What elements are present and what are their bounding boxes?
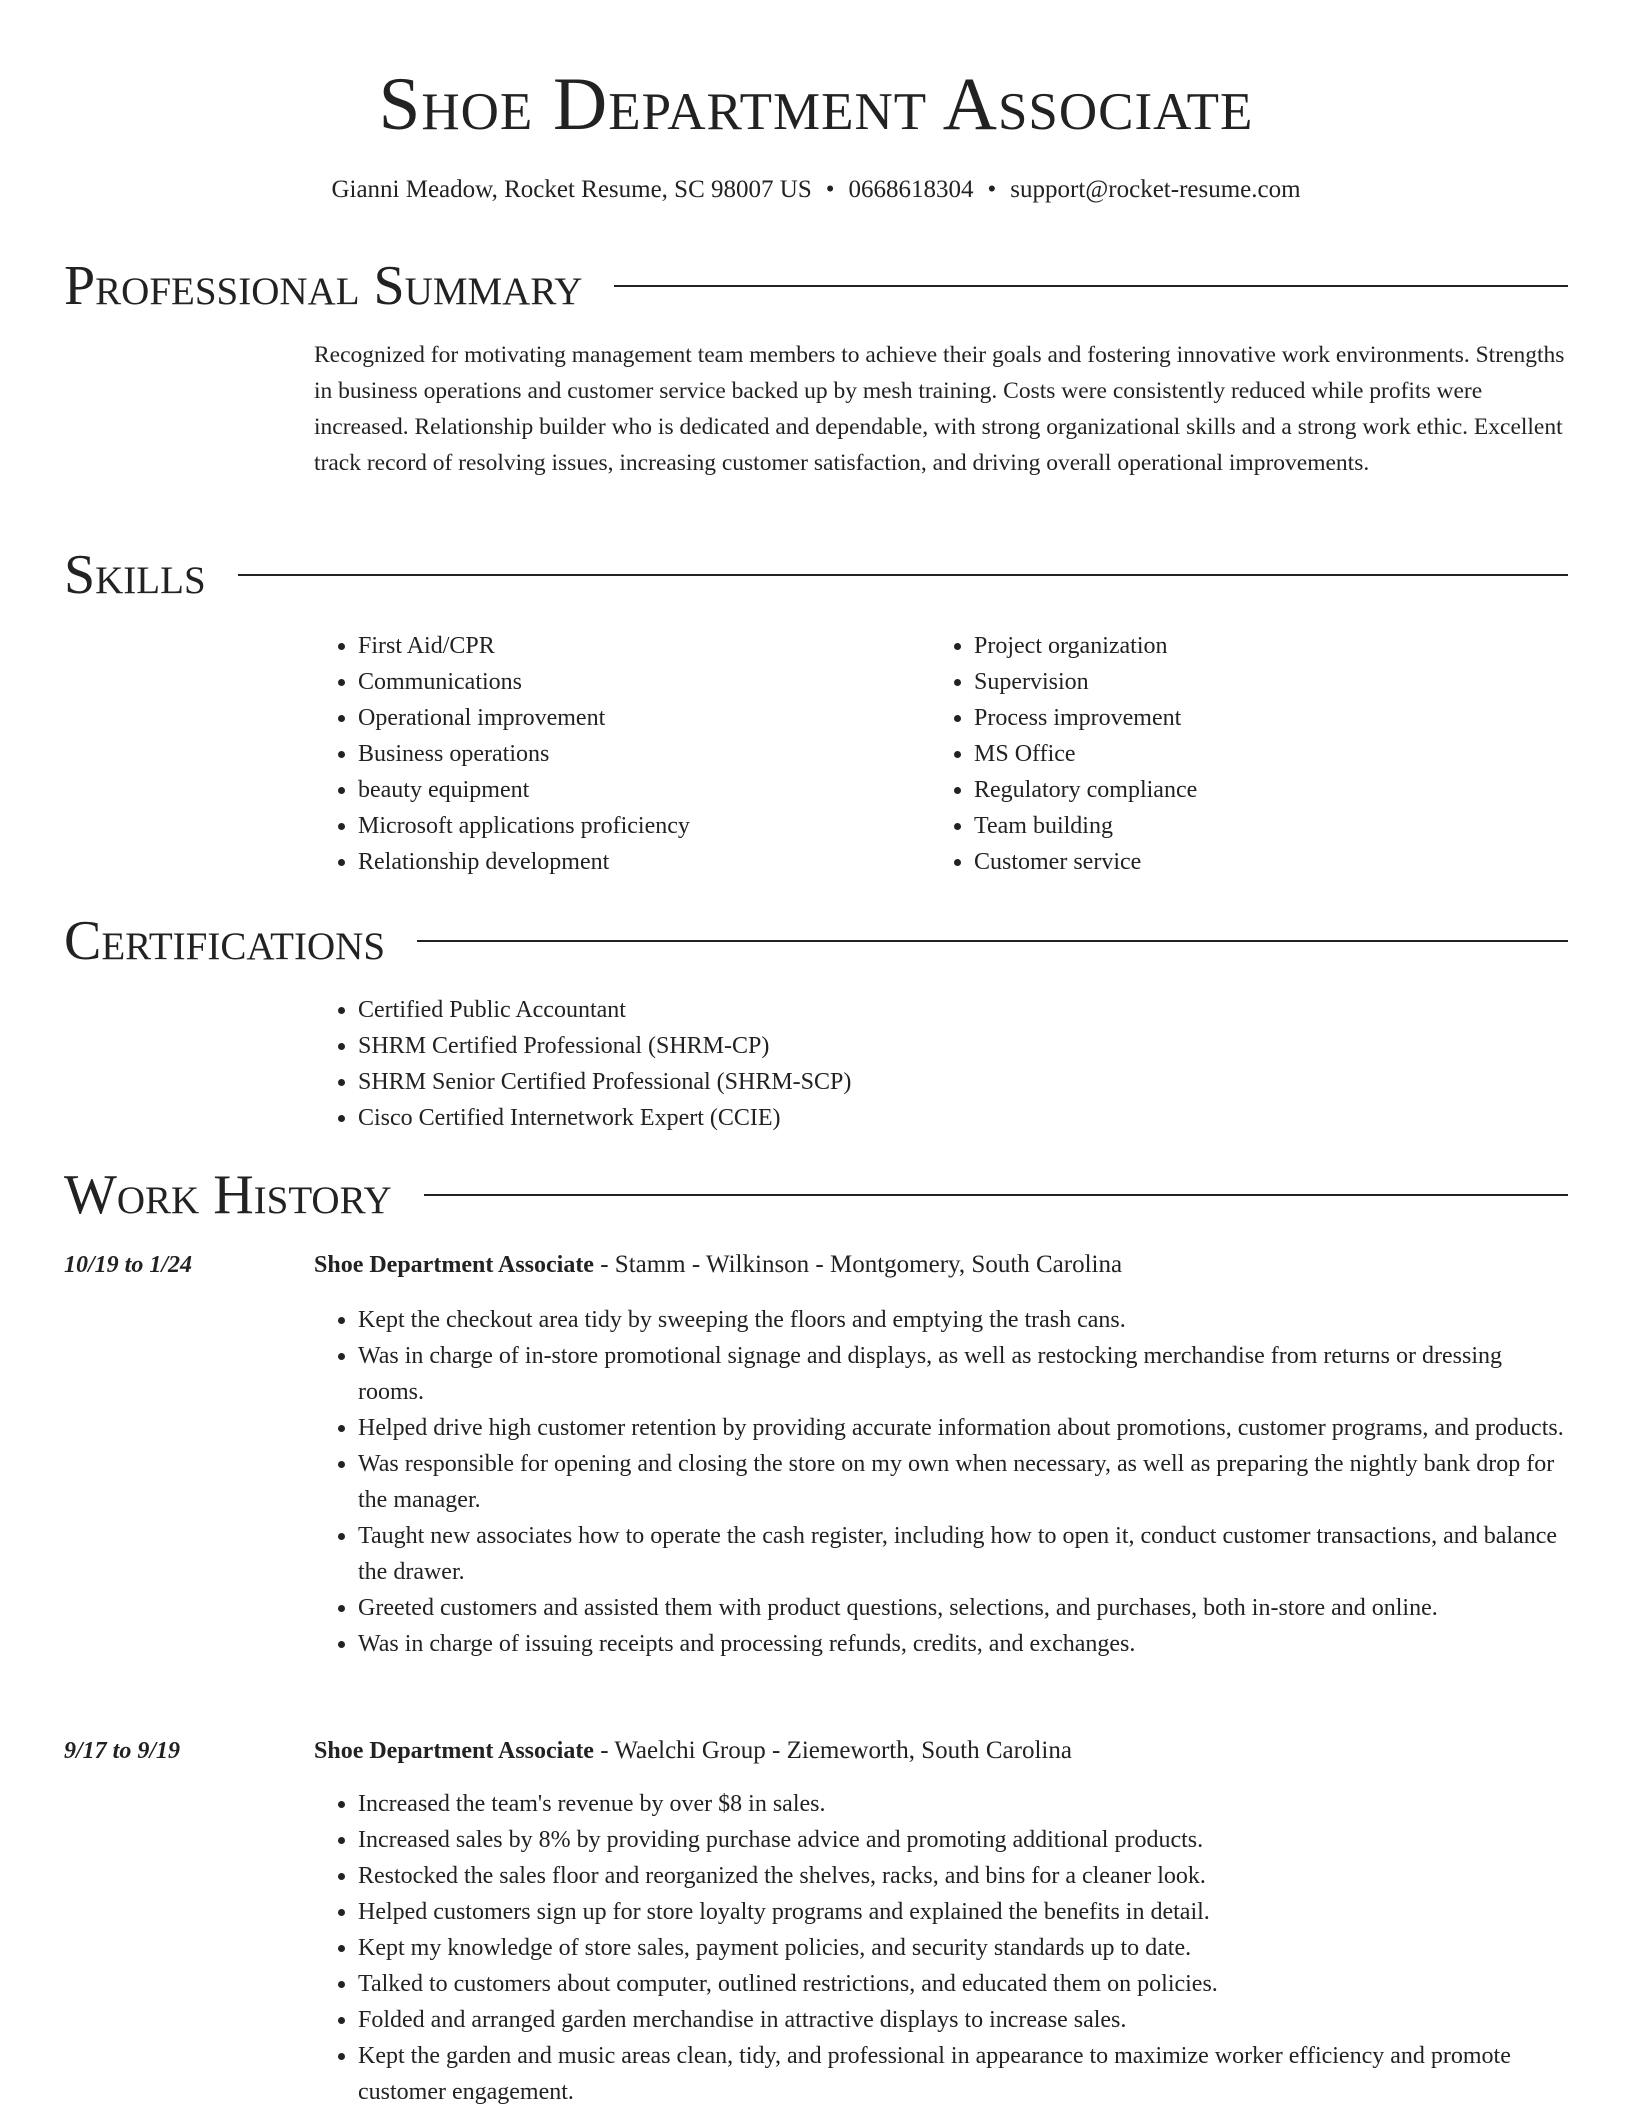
work-history-heading: Work History <box>64 1164 392 1226</box>
section-divider <box>614 285 1568 287</box>
job-employer-location: - Stamm - Wilkinson - Montgomery, South Carolina <box>593 1251 1123 1278</box>
job-bullet: • Was responsible for opening and closing the store on my own when necessary, as well as preparing the nightly bank drop for the manager. <box>358 1446 1568 1518</box>
section-divider <box>238 574 1568 576</box>
job-dates: 10/19 to 1/24 <box>64 1252 193 1278</box>
job-bullet: • Restocked the sales floor and reorganized the shelves, racks, and bins for a cleaner look. <box>358 1858 1568 1894</box>
job-bullet: • Increased the team's revenue by over $8 in sales. <box>358 1786 1568 1822</box>
work-history-section-header <box>64 1160 1568 1230</box>
job-employer-location: - Waelchi Group - Ziemeworth, South Carolina <box>593 1737 1072 1764</box>
skill-item: • Communications <box>358 664 874 700</box>
contact-phone: 0668618304 <box>848 176 974 203</box>
skill-item: • First Aid/CPR <box>358 628 874 664</box>
summary-text: Recognized for motivating management team members to achieve their goals and fostering innovative work environments. Strengths in business operations and customer service backed up by mesh training. Costs were consistently reduced while profits were increased. Relationship builder who is dedicated and dependable, with strong organizational skills and a strong work ethic. Excellent track record of resolving issues, increasing customer satisfaction, and driving overall operational improvements. <box>314 342 1565 476</box>
skill-item: • Customer service <box>974 844 1490 880</box>
job-bullet: • Kept the checkout area tidy by sweeping the floors and emptying the trash cans. <box>358 1302 1568 1338</box>
contact-separator: • <box>825 176 835 203</box>
job-bullet: • Taught new associates how to operate the cash register, including how to open it, conduct customer transactions, and balance the drawer. <box>358 1518 1568 1590</box>
skill-item: • Microsoft applications proficiency <box>358 808 874 844</box>
job-bullet: • Kept the garden and music areas clean, tidy, and professional in appearance to maximize worker efficiency and promote customer engagement. <box>358 2038 1568 2110</box>
certifications-heading: Certifications <box>64 910 386 972</box>
skills-section-header <box>64 540 1568 610</box>
skills-column-right <box>930 628 1490 880</box>
section-divider <box>417 940 1568 942</box>
job-bullet: • Was in charge of in-store promotional signage and displays, as well as restocking merchandise from returns or dressing rooms. <box>358 1338 1568 1410</box>
contact-address: Gianni Meadow, Rocket Resume, SC 98007 US <box>331 176 812 203</box>
job-heading <box>314 1733 1568 1769</box>
skill-item: • Business operations <box>358 736 874 772</box>
certification-item: • SHRM Senior Certified Professional (SHRM-SCP) <box>358 1064 1414 1100</box>
certifications-list <box>314 992 1414 1136</box>
job-bullet: • Talked to customers about computer, outlined restrictions, and educated them on policies. <box>358 1966 1568 2002</box>
job-title: Shoe Department Associate <box>314 1252 594 1278</box>
skill-item: • Project organization <box>974 628 1490 664</box>
job-bullet: • Greeted customers and assisted them with product questions, selections, and purchases, both in-store and online. <box>358 1590 1568 1626</box>
skill-item: • Relationship development <box>358 844 874 880</box>
job-heading <box>314 1247 1568 1283</box>
job-title: Shoe Department Associate <box>314 1738 594 1764</box>
section-divider <box>424 1194 1568 1196</box>
job-dates: 9/17 to 9/19 <box>64 1738 181 1764</box>
job-bullets <box>314 1302 1568 1662</box>
job-bullet: • Helped customers sign up for store loyalty programs and explained the benefits in detail. <box>358 1894 1568 1930</box>
skill-item: • Operational improvement <box>358 700 874 736</box>
skills-column-left <box>314 628 874 880</box>
job-bullets <box>314 1786 1568 2110</box>
job-bullet: • Helped drive high customer retention by providing accurate information about promotions, customer programs, and products. <box>358 1410 1568 1446</box>
summary-heading: Professional Summary <box>64 255 583 317</box>
job-bullet: • Folded and arranged garden merchandise in attractive displays to increase sales. <box>358 2002 1568 2038</box>
resume-title: Shoe Department Associate <box>378 63 1254 146</box>
certification-item: • Certified Public Accountant <box>358 992 1414 1028</box>
skill-item: • Supervision <box>974 664 1490 700</box>
certification-item: • SHRM Certified Professional (SHRM-CP) <box>358 1028 1414 1064</box>
job-bullet: • Was in charge of issuing receipts and processing refunds, credits, and exchanges. <box>358 1626 1568 1662</box>
skills-heading: Skills <box>64 544 206 606</box>
certifications-section-header <box>64 906 1568 976</box>
skill-item: • Team building <box>974 808 1490 844</box>
skill-item: • Regulatory compliance <box>974 772 1490 808</box>
job-bullet: • Kept my knowledge of store sales, payment policies, and security standards up to date. <box>358 1930 1568 1966</box>
skill-item: • Process improvement <box>974 700 1490 736</box>
contact-line <box>0 172 1632 208</box>
skill-item: • MS Office <box>974 736 1490 772</box>
job-bullet: • Increased sales by 8% by providing purchase advice and promoting additional products. <box>358 1822 1568 1858</box>
contact-email: support@rocket-resume.com <box>1010 176 1301 203</box>
contact-separator: • <box>987 176 997 203</box>
certification-item: • Cisco Certified Internetwork Expert (CCIE) <box>358 1100 1414 1136</box>
skill-item: • beauty equipment <box>358 772 874 808</box>
summary-section-header <box>64 251 1568 321</box>
